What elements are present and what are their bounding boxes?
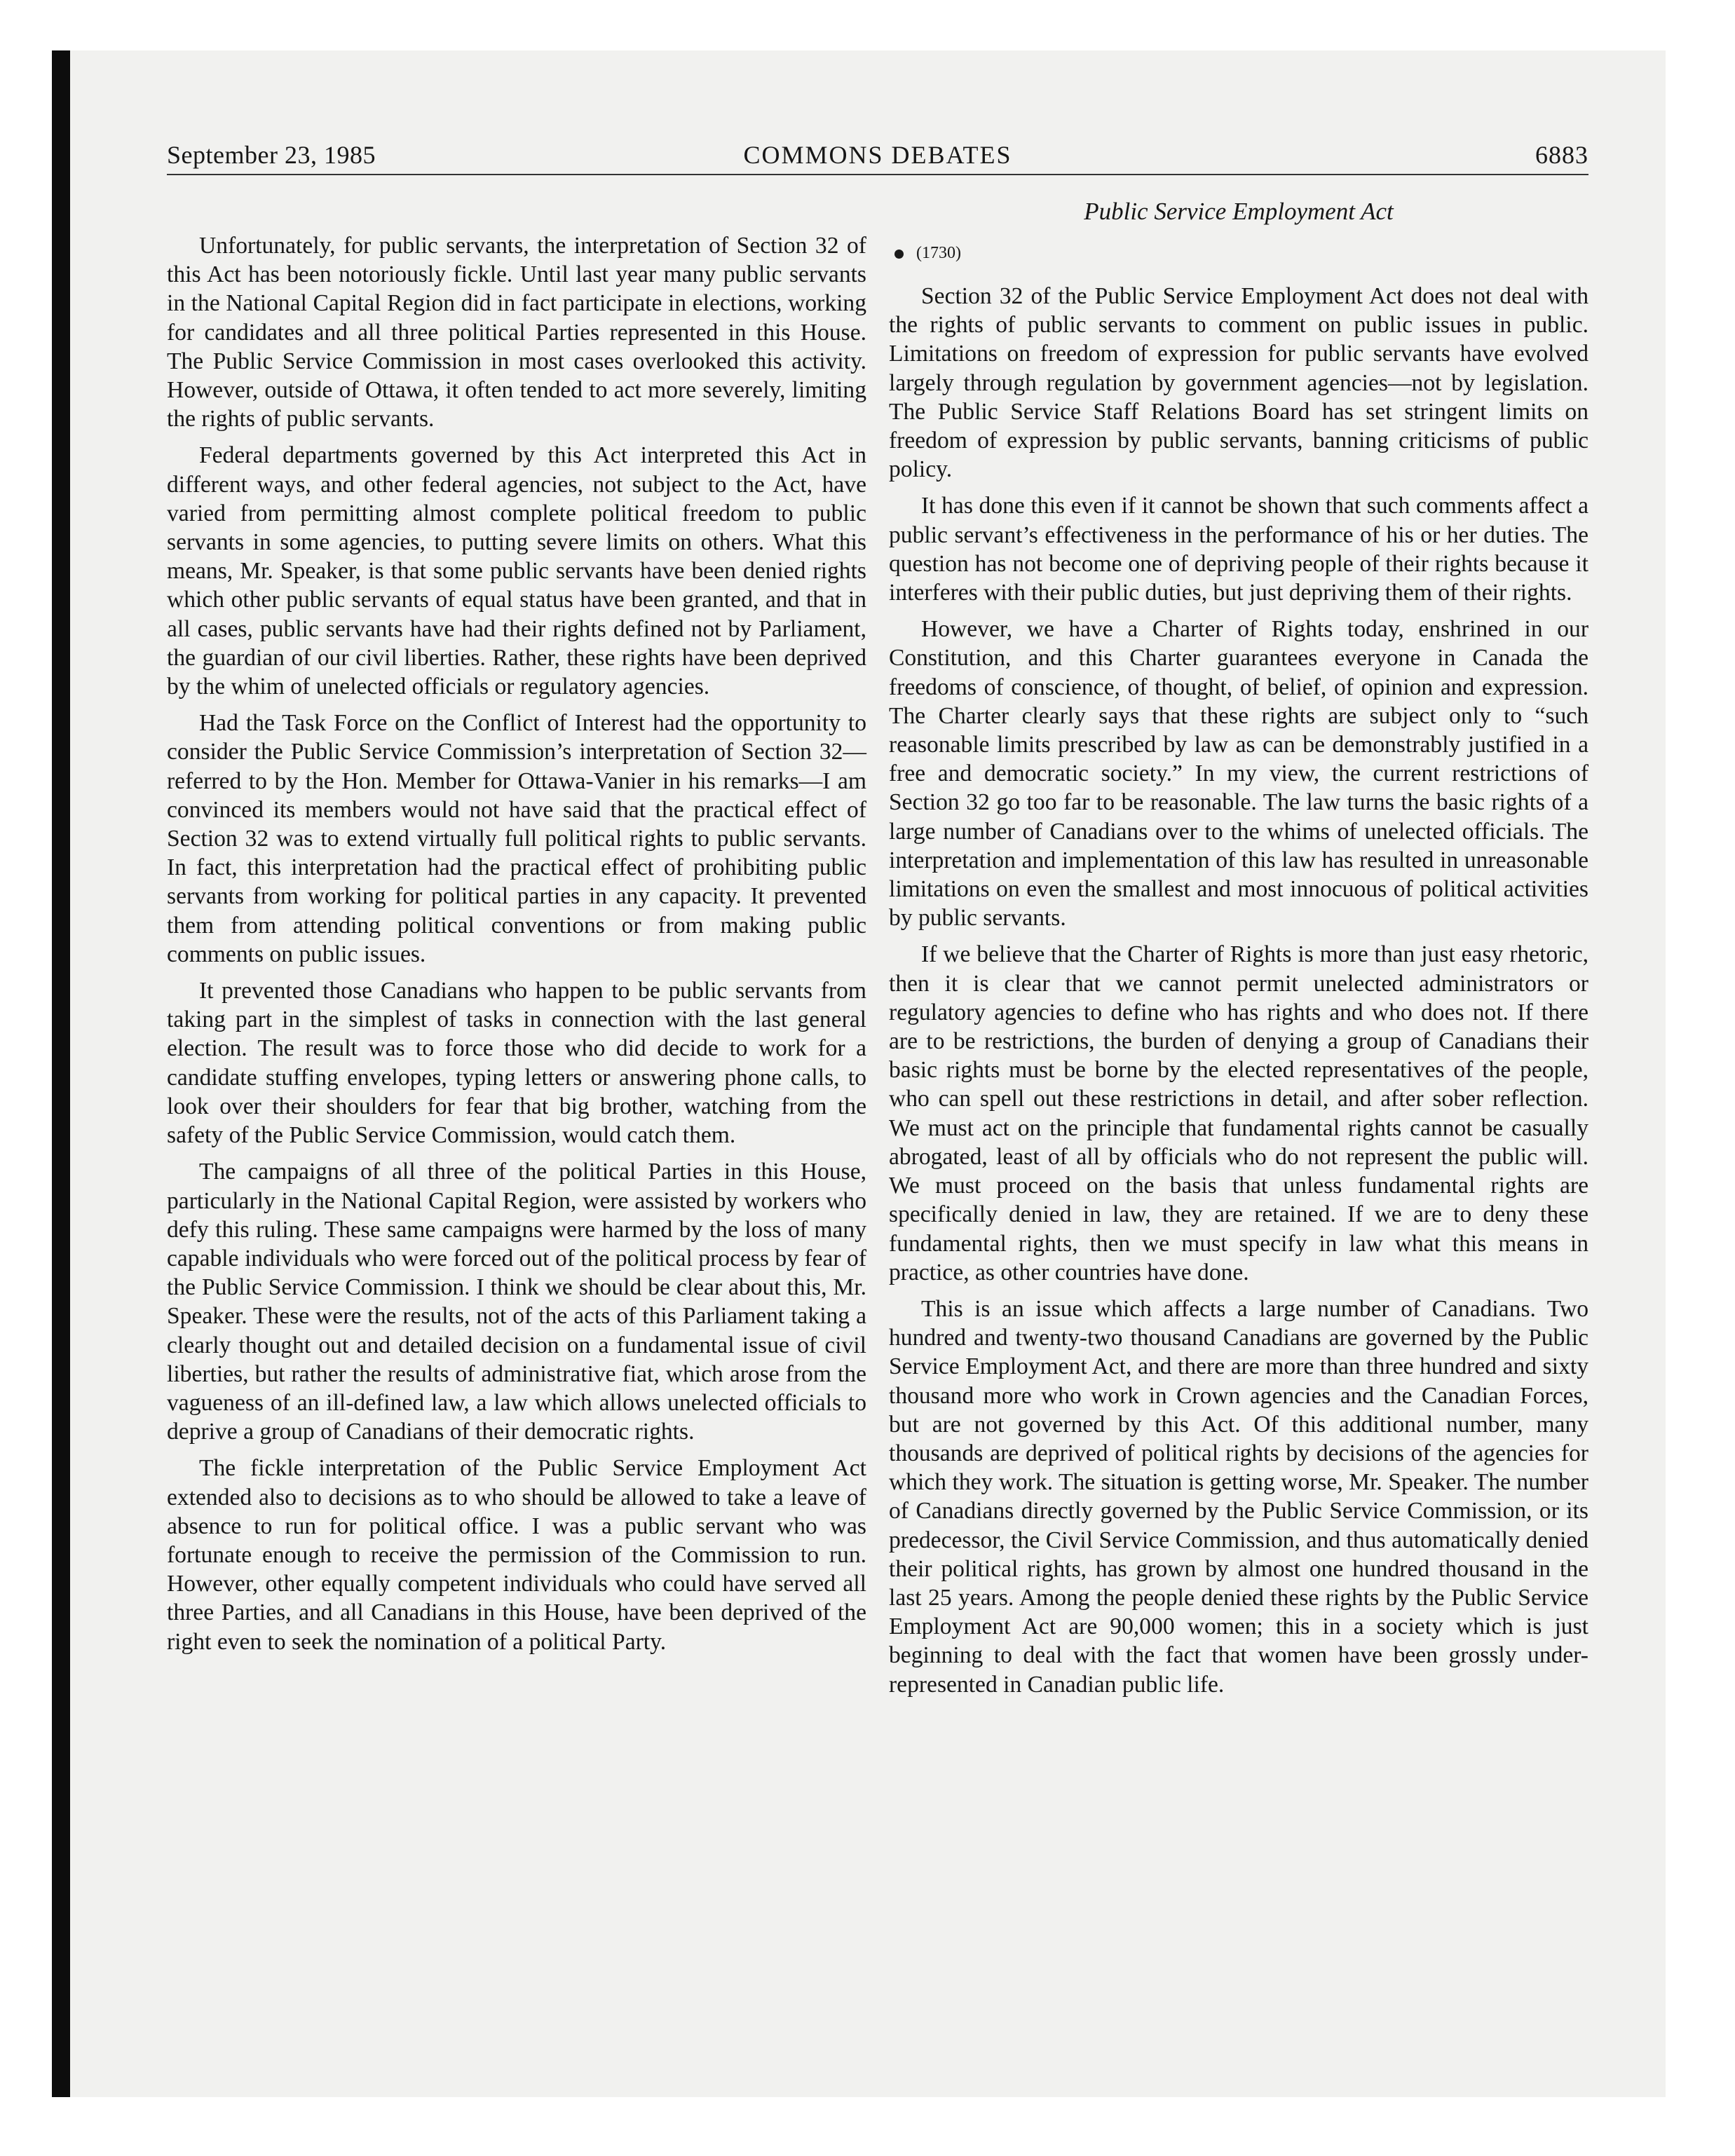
paragraph: Unfortunately, for public servants, the interpretation of Section 32 of this Act has been notoriously fickle. Until last year many public servants in the National Capital Region did in fact participate in elections, working for candidates and all three political Parties represented in this House. The Public Service Commission in most cases overlooked this activity. However, outside of Ottawa, it often tended to act more severely, limiting the rights of public servants. bbox=[167, 233, 866, 432]
header-page-number: 6883 bbox=[1535, 141, 1588, 169]
paragraph: The fickle interpretation of the Public Service Employment Act extended also to decisions as to who should be allowed to take a leave of absence to run for political office. I was a public servant who was fortunate enough to receive the permission of the Commission to run. However, other equally competent individuals who could have served all three Parties, and all Canadians in this House, have been deprived of the right even to seek the nomination of a political Party. bbox=[167, 1455, 866, 1655]
header-publication: COMMONS DEBATES bbox=[743, 141, 1012, 169]
paragraph: If we believe that the Charter of Rights is more than just easy rhetoric, then it is clear that we cannot permit unelected administrators or regulatory agencies to define who has rights and who does not. If there are to be restrictions, the burden of denying a group of Canadians their basic rights must be borne by the elected representatives of the people, who can spell out these restrictions in detail, and after sober reflection. We must act on the principle that fundamental rights cannot be casually abrogated, least of all by officials who do not represent the public will. We must proceed on the basis that unless fundamental rights are specifically denied in law, they are retained. If we are to deny these fundamental rights, then we must specify in law what this means in practice, as other countries have done. bbox=[889, 941, 1588, 1285]
right-column bbox=[889, 196, 1588, 1707]
section-title: Public Service Employment Act bbox=[1084, 198, 1394, 225]
paragraph: This is an issue which affects a large number of Canadians. Two hundred and twenty-two thousand Canadians are governed by the Public Service Employment Act, and there are more than three hundred and sixty thousand more who work in Crown agencies and the Canadian Forces, but are not governed by this Act. Of this additional number, many thousands are deprived of political rights by decisions of the agencies for which they work. The situation is getting worse, Mr. Speaker. The number of Canadians directly governed by the Public Service Commission, or its predecessor, the Civil Service Commission, and thus automatically denied their political rights, has grown by almost one hundred thousand in the last 25 years. Among the people denied these rights by the Public Service Employment Act are 90,000 women; this in a society which is just beginning to deal with the fact that women have been grossly under-represented in Canadian public life. bbox=[889, 1295, 1588, 1698]
timestamp-text: (1730) bbox=[916, 244, 961, 262]
paragraph: Had the Task Force on the Conflict of Interest had the opportunity to consider the Public Service Commission’s interpretation of Section 32—referred to by the Hon. Member for Ottawa-Vanier in his remarks—I am convinced its members would not have said that the practical effect of Section 32 was to extend virtually full political rights to public servants. In fact, this interpretation had the practical effect of prohibiting public servants from working for political parties in any capacity. It prevented them from attending political conventions or from making public comments on public issues. bbox=[167, 710, 866, 967]
paragraph: It prevented those Canadians who happen to be public servants from taking part in the simplest of tasks in connection with the last general election. The result was to force those who did decide to work for a candidate stuffing envelopes, typing letters or answering phone calls, to look over their shoulders for fear that big brother, watching from the safety of the Public Service Commission, would catch them. bbox=[167, 978, 866, 1149]
header-date: September 23, 1985 bbox=[167, 141, 376, 169]
header-rule bbox=[167, 174, 1588, 175]
bullet-dot-icon bbox=[894, 250, 904, 259]
page-header bbox=[167, 137, 1588, 172]
left-column bbox=[167, 231, 866, 1664]
paragraph: However, we have a Charter of Rights today, enshrined in our Constitution, and this Charter guarantees everyone in Canada the freedoms of conscience, of thought, of belief, of opinion and expression. The Charter clearly says that these rights are subject only to “such reasonable limits prescribed by law as can be demonstrably justified in a free and democratic society.” In my view, the current restrictions of Section 32 go too far to be reasonable. The law turns the basic rights of a large number of Canadians over to the whims of unelected officials. The interpretation and implementation of this law has resulted in unreasonable limitations on even the smallest and most innocuous of political activities by public servants. bbox=[889, 616, 1588, 932]
paragraph: The campaigns of all three of the political Parties in this House, particularly in the National Capital Region, were assisted by workers who defy this ruling. These same campaigns were harmed by the loss of many capable individuals who were forced out of the political process by fear of the Public Service Commission. I think we should be clear about this, Mr. Speaker. These were the results, not of the acts of this Parliament taking a clearly thought out and detailed decision on a fundamental issue of civil liberties, but rather the results of administrative fiat, which arose from the vagueness of an ill-defined law, a law which allows unelected officials to deprive a group of Canadians of their democratic rights. bbox=[167, 1159, 866, 1445]
scan-edge-bar bbox=[52, 50, 70, 2097]
timestamp bbox=[889, 241, 1588, 265]
paragraph: It has done this even if it cannot be shown that such comments affect a public servant’s effectiveness in the performance of his or her duties. The question has not become one of depriving people of their rights because it interferes with their public duties, but just depriving them of their rights. bbox=[889, 493, 1588, 606]
paragraph: Section 32 of the Public Service Employment Act does not deal with the rights of public servants to comment on public issues in public. Limitations on freedom of expression for public servants have evolved largely through regulation by government agencies—not by legislation. The Public Service Staff Relations Board has set stringent limits on freedom of expression by public servants, banning criticisms of public policy. bbox=[889, 283, 1588, 483]
paragraph: Federal departments governed by this Act interpreted this Act in different ways, and other federal agencies, not subject to the Act, have varied from permitting almost complete political freedom to public servants in some agencies, to putting severe limits on others. What this means, Mr. Speaker, is that some public servants have been denied rights which other public servants of equal status have been granted, and that in all cases, public servants have had their rights defined not by Parliament, the guardian of our civil liberties. Rather, these rights have been deprived by the whim of unelected officials or regulatory agencies. bbox=[167, 442, 866, 700]
